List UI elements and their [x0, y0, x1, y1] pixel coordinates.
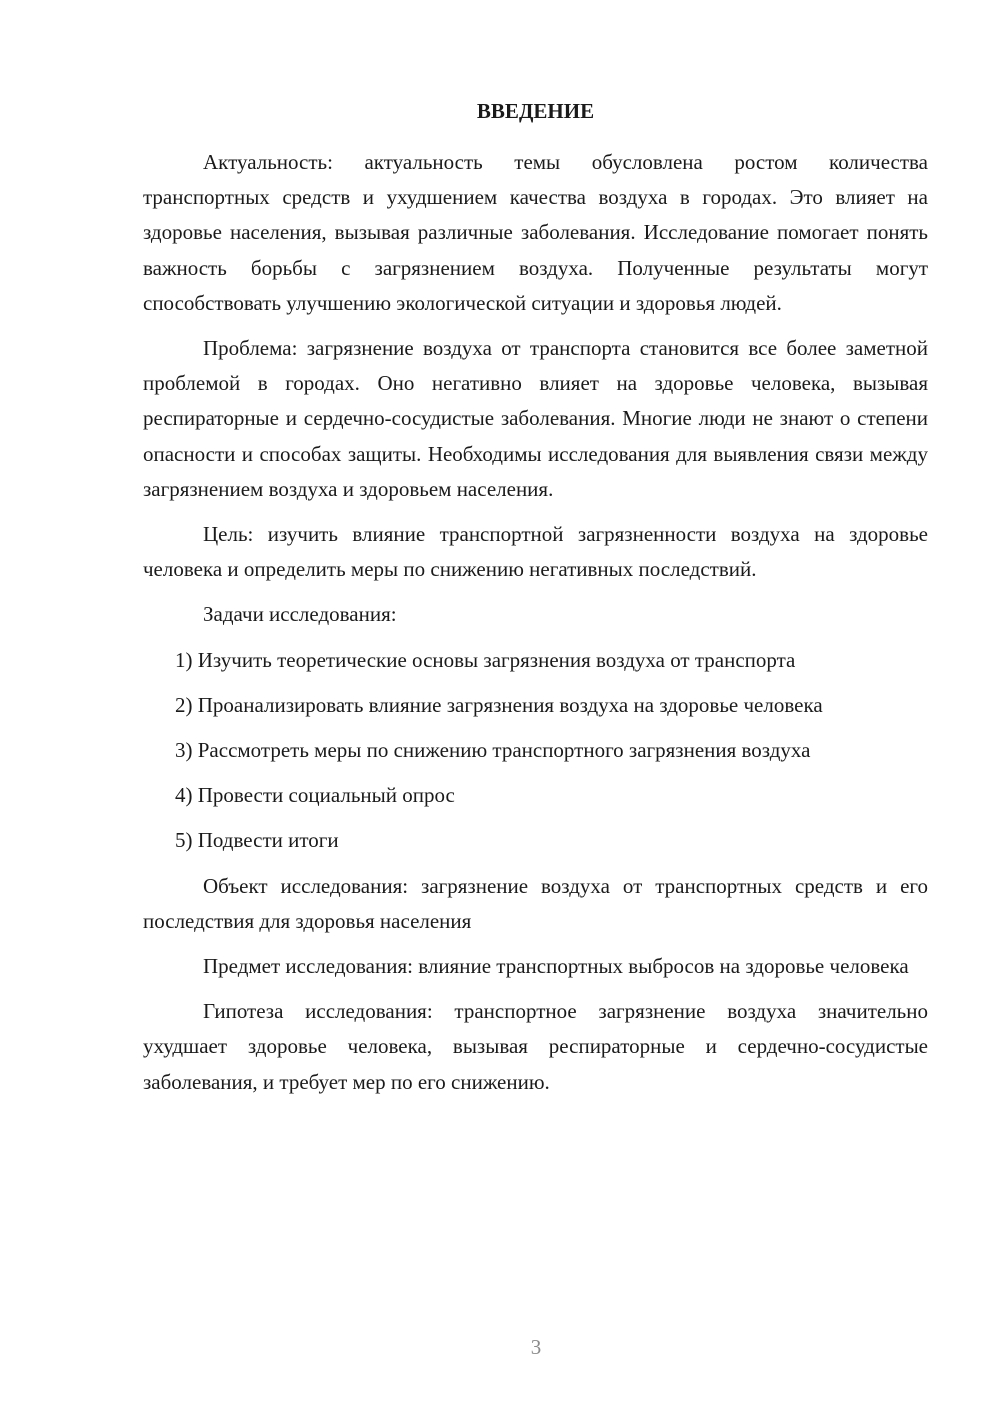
object-paragraph: Объект исследования: загрязнение воздуха от транспортных средств и его последствия для здоровья населения	[143, 873, 928, 933]
task-item: 3) Рассмотреть меры по снижению транспортного загрязнения воздуха	[175, 738, 811, 763]
document-body	[143, 145, 928, 1110]
relevance-paragraph: Актуальность: актуальность темы обусловлена ростом количества транспортных средств и ухудшением качества воздуха в городах. Это влияет на здоровье населения, вызывая различные заболевания. Исследование помогает понять важность борьбы с загрязнением воздуха. Полученные результаты могут способствовать улучшению экологической ситуации и здоровья людей.	[143, 150, 928, 315]
subject-paragraph: Предмет исследования: влияние транспортных выбросов на здоровье человека	[203, 954, 909, 979]
task-item: 5) Подвести итоги	[175, 828, 339, 853]
page-number: 3	[530, 1335, 542, 1359]
goal-paragraph: Цель: изучить влияние транспортной загрязненности воздуха на здоровье человека и определить меры по снижению негативных последствий.	[143, 522, 928, 582]
task-item: 2) Проанализировать влияние загрязнения воздуха на здоровье человека	[175, 692, 823, 717]
hypothesis-paragraph: Гипотеза исследования: транспортное загрязнение воздуха значительно ухудшает здоровье человека, вызывая респираторные и сердечно-сосудистые заболевания, и требует мер по его снижению.	[143, 999, 928, 1094]
task-item: 1) Изучить теоретические основы загрязнения воздуха от транспорта	[175, 647, 796, 672]
task-item: 4) Провести социальный опрос	[175, 783, 455, 808]
page-title: ВВЕДЕНИЕ	[476, 99, 595, 123]
tasks-heading: Задачи исследования:	[203, 602, 397, 627]
problem-paragraph: Проблема: загрязнение воздуха от транспорта становится все более заметной проблемой в городах. Оно негативно влияет на здоровье человека, вызывая респираторные и сердечно-сосудистые заболевания. Многие люди не знают о степени опасности и способах защиты. Необходимы исследования для выявления связи между загрязнением воздуха и здоровьем населения.	[143, 336, 928, 501]
